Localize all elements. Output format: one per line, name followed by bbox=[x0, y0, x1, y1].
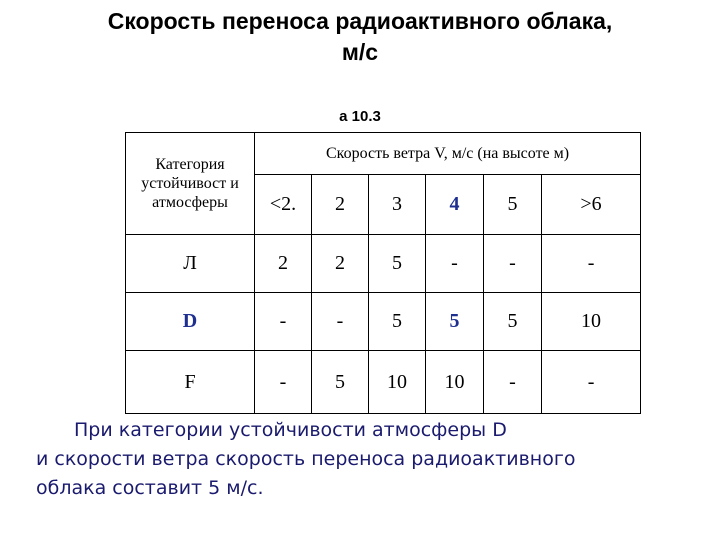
table-row bbox=[126, 351, 641, 414]
category-cell: D bbox=[126, 293, 255, 351]
explanation-text bbox=[38, 416, 713, 503]
value-cell: 5 bbox=[484, 293, 542, 351]
value-cell: - bbox=[484, 235, 542, 293]
value-cell: 5 bbox=[369, 235, 426, 293]
value-cell: 5 bbox=[369, 293, 426, 351]
value-cell: - bbox=[255, 351, 312, 414]
wind-speed-cell: <2. bbox=[255, 175, 312, 235]
value-cell: - bbox=[426, 235, 484, 293]
table-row bbox=[126, 235, 641, 293]
value-cell: - bbox=[312, 293, 369, 351]
value-cell: 10 bbox=[369, 351, 426, 414]
wind-speed-table bbox=[125, 132, 641, 414]
value-cell: 2 bbox=[312, 235, 369, 293]
wind-speed-cell: 5 bbox=[484, 175, 542, 235]
category-header: Категория устойчивост и атмосферы bbox=[126, 133, 255, 235]
table-row bbox=[126, 293, 641, 351]
value-cell: 5 bbox=[312, 351, 369, 414]
category-cell: F bbox=[126, 351, 255, 414]
value-cell-highlight: 5 bbox=[426, 293, 484, 351]
value-cell: - bbox=[484, 351, 542, 414]
value-cell: 10 bbox=[426, 351, 484, 414]
title-line-1: Скорость переноса радиоактивного облака, bbox=[107, 8, 613, 34]
explanation-line-3: облака составит 5 м/с. bbox=[36, 477, 264, 499]
wind-speed-cell: >6 bbox=[542, 175, 641, 235]
value-cell: 10 bbox=[542, 293, 641, 351]
table-caption: а 10.3 bbox=[339, 108, 381, 125]
value-cell: - bbox=[255, 293, 312, 351]
wind-speed-cell: 3 bbox=[369, 175, 426, 235]
wind-speed-cell: 4 bbox=[426, 175, 484, 235]
wind-speed-header: Скорость ветра V, м/с (на высоте м) bbox=[255, 133, 641, 175]
explanation-line-2: и скорости ветра скорость переноса радиоактивного bbox=[36, 448, 576, 470]
title-line-2: м/с bbox=[341, 39, 379, 65]
category-cell: Л bbox=[126, 235, 255, 293]
explanation-line-1: При категории устойчивости атмосферы D bbox=[74, 419, 507, 441]
value-cell: 2 bbox=[255, 235, 312, 293]
page-title bbox=[0, 6, 720, 68]
value-cell: - bbox=[542, 351, 641, 414]
value-cell: - bbox=[542, 235, 641, 293]
wind-speed-cell: 2 bbox=[312, 175, 369, 235]
